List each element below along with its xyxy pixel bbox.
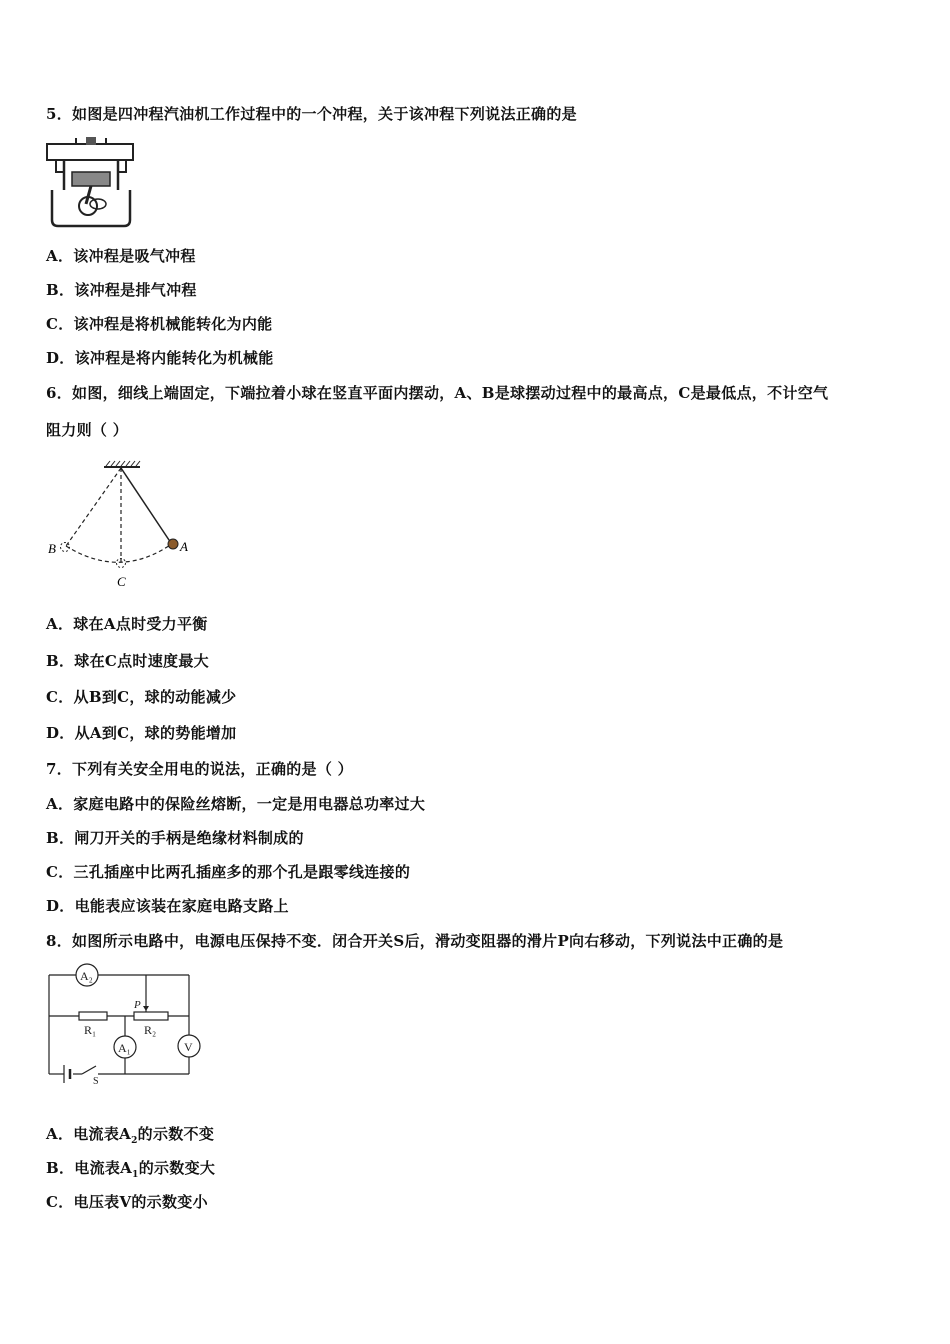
q7-option-a: A．家庭电路中的保险丝熔断，一定是用电器总功率过大 (46, 795, 426, 813)
q6-option-b: B．球在C点时速度最大 (46, 652, 209, 670)
circuit-figure (46, 962, 222, 1092)
pendulum-label-a: A (180, 539, 188, 554)
q7-option-d: D．电能表应该装在家庭电路支路上 (46, 897, 289, 915)
circuit-label-a2: A₂ (80, 969, 93, 983)
circuit-label-p: P (134, 999, 141, 1011)
pendulum-label-c: C (117, 574, 126, 589)
pendulum-figure (46, 458, 206, 590)
q5-option-c: C．该冲程是将机械能转化为内能 (46, 315, 273, 333)
q5-option-a: A．该冲程是吸气冲程 (46, 247, 196, 265)
q8-stem: 8．如图所示电路中，电源电压保持不变．闭合开关S后，滑动变阻器的滑片P向右移动，下列说法中正确的是 (46, 932, 784, 950)
q6-stem-line2: 阻力则（ ） (46, 421, 129, 439)
q6-option-a: A．球在A点时受力平衡 (46, 615, 208, 633)
q6-option-d: D．从A到C，球的势能增加 (46, 724, 237, 742)
circuit-label-s: S (93, 1076, 99, 1087)
q5-option-b: B．该冲程是排气冲程 (46, 281, 197, 299)
circuit-label-r1: R₁ (84, 1023, 97, 1037)
circuit-label-v: V (184, 1040, 193, 1054)
circuit-label-a1: A₁ (118, 1041, 131, 1055)
q6-stem-line1: 6．如图，细线上端固定，下端拉着小球在竖直平面内摆动，A、B是球摆动过程中的最高点，C是最低点，不计空气 (46, 384, 829, 402)
engine-stroke-figure (46, 134, 136, 228)
q7-option-b: B．闸刀开关的手柄是绝缘材料制成的 (46, 829, 304, 847)
circuit-label-r2: R₂ (144, 1023, 157, 1037)
q8-option-c: C．电压表V的示数变小 (46, 1193, 208, 1211)
q8-option-a: A．电流表$A_2$的示数不变 (46, 1125, 215, 1146)
q8-option-b: B．电流表$A_1$的示数变大 (46, 1159, 216, 1180)
q7-option-c: C．三孔插座中比两孔插座多的那个孔是跟零线连接的 (46, 863, 411, 881)
q5-option-d: D．该冲程是将内能转化为机械能 (46, 349, 274, 367)
pendulum-label-b: B (48, 541, 56, 556)
q5-stem: 5．如图是四冲程汽油机工作过程中的一个冲程，关于该冲程下列说法正确的是 (46, 105, 577, 123)
q6-option-c: C．从B到C，球的动能减少 (46, 688, 237, 706)
q7-stem: 7．下列有关安全用电的说法，正确的是（ ） (46, 760, 353, 778)
